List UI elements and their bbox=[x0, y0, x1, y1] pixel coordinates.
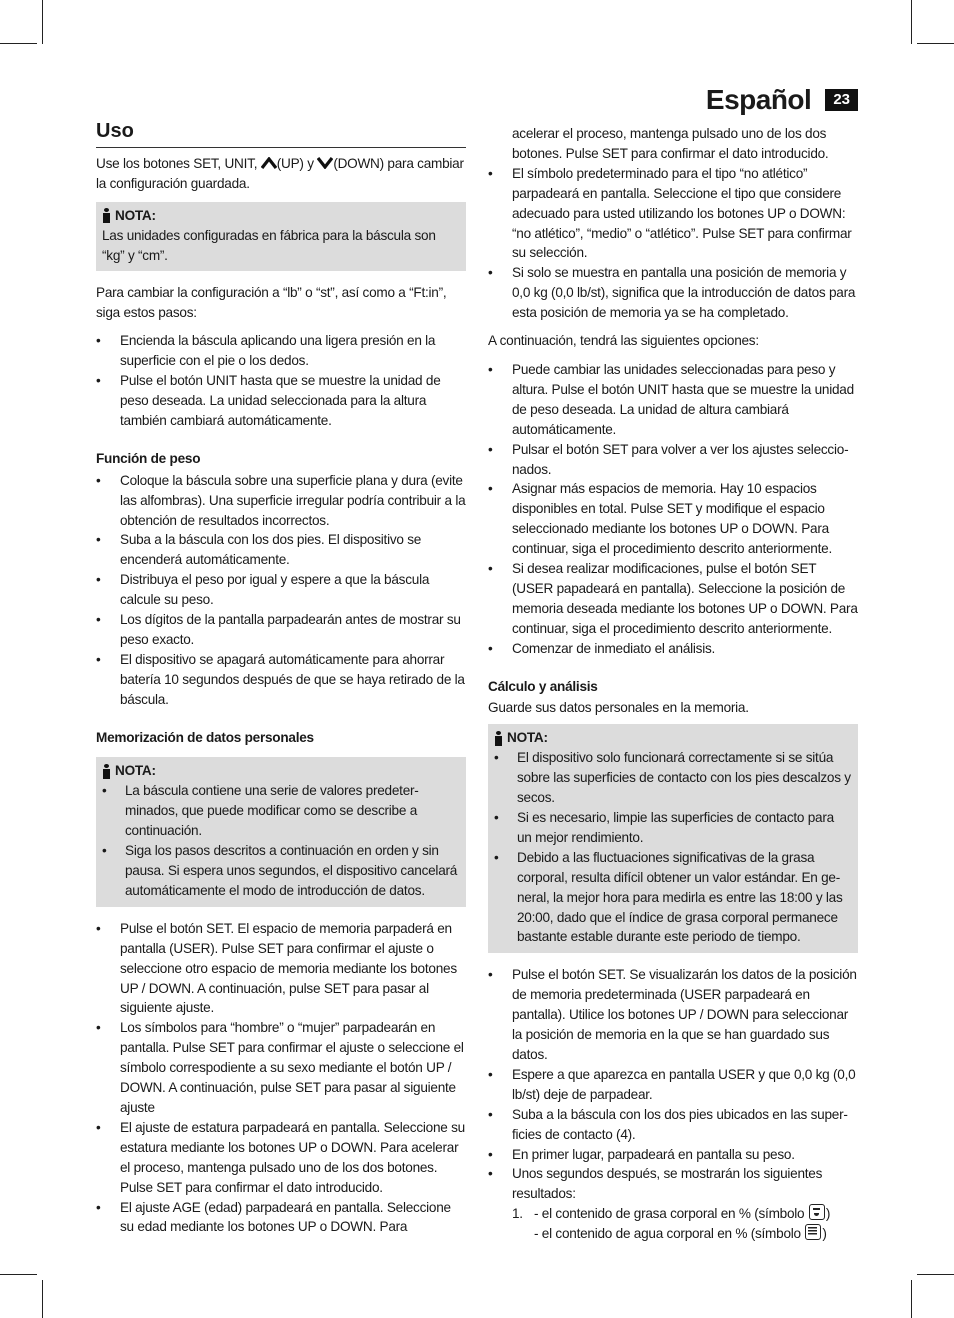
list-item: • Distribuya el peso por igual y espere a que la báscula calcule su peso. bbox=[96, 570, 466, 610]
list-item: • Asignar más espacios de memoria. Hay 10 espacios disponibles en total. Pulse SET y modifique el espacio seleccionado mediante los botones UP o DOWN. Para continuar, siga el procedimiento descrito anteriormente. bbox=[488, 479, 858, 559]
item-number: 1. bbox=[512, 1206, 523, 1222]
language-title: Español bbox=[705, 84, 812, 115]
list-item: • Debido a las fluctuaciones significativas de la grasa corporal, resulta difícil obtener un valor estándar. En general, la mejor hora para medirla es entre las 18:00 y las 20:00, dado que el índice de grasa corporal permanece bastante estable durante este periodo de tiempo. bbox=[494, 848, 852, 948]
crop-mark bbox=[42, 0, 43, 44]
info-icon bbox=[102, 764, 111, 779]
section-title: Uso bbox=[96, 122, 466, 148]
list-item: • Suba a la báscula con los dos pies. El dispositivo se encenderá automáticamente. bbox=[96, 530, 466, 570]
options-paragraph: A continuación, tendrá las siguientes opciones: bbox=[488, 333, 759, 349]
subsection-title: Memorización de datos personales bbox=[96, 729, 314, 745]
list-item: • La báscula contiene una serie de valores predeterminados, que puede modificar como se describe a continuación. bbox=[102, 781, 460, 841]
list-item: • Espere a que aparezca en pantalla USER y que 0,0 kg (0,0 lb/st) deje de parpadear. bbox=[488, 1065, 858, 1105]
list-item: • Los dígitos de la pantalla parpadearán antes de mostrar su peso exacto. bbox=[96, 610, 466, 650]
list-item: • Los símbolos para “hombre” o “mujer” parpadearán en pantalla. Pulse SET para confirmar el ajuste o seleccione el símbolo correspodiente a su sexo mediante el botón UP / DOWN. A continuación, pulse SET para pasar al siguiente ajuste bbox=[96, 1018, 466, 1118]
list-item: • En primer lugar, parpadeará en pantalla su peso. bbox=[488, 1145, 858, 1165]
results-list bbox=[488, 1204, 858, 1244]
crop-mark bbox=[911, 0, 912, 44]
calc-paragraph: Guarde sus datos personales en la memoria. bbox=[488, 700, 749, 716]
list-item: • Pulsar el botón SET para volver a ver los ajustes seleccionados. bbox=[488, 440, 858, 480]
change-list bbox=[96, 331, 466, 431]
crop-mark bbox=[0, 1274, 37, 1275]
list-item: • Pulse el botón UNIT hasta que se muestre la unidad de peso deseada. La unidad seleccionada para la altura también cambiará automáticamente. bbox=[96, 371, 466, 431]
subsection-title: Función de peso bbox=[96, 450, 201, 466]
list-item: • Suba a la báscula con los dos pies ubicados en las superficies de contacto (4). bbox=[488, 1105, 858, 1145]
crop-mark bbox=[917, 43, 954, 44]
type-list bbox=[488, 164, 858, 323]
list-item: • El dispositivo se apagará automáticamente para ahorrar batería 10 segundos después de que se haya retirado de la báscula. bbox=[96, 650, 466, 710]
info-icon bbox=[102, 208, 111, 223]
list-item: • El ajuste de estatura parpadeará en pantalla. Seleccione su estatura mediante los botones UP o DOWN. Para acelerar el proceso, mantenga pulsado uno de los dos botones. Pulse SET para confirmar el dato introducido. bbox=[96, 1118, 466, 1198]
subsection-title: Cálculo y análisis bbox=[488, 678, 598, 694]
list-item: • Si desea realizar modificaciones, pulse el botón SET (USER papadeará en pantalla). Seleccione la posición de memoria deseada mediante los botones UP o DOWN. Para continuar, siga el procedimiento descrito anteriormente. bbox=[488, 559, 858, 639]
continuation-text: acelerar el proceso, mantenga pulsado uno de los dos botones. Pulse SET para confirmar el dato introducido. bbox=[512, 126, 829, 161]
list-item: • Pulse el botón SET. El espacio de memoria parpaderá en pantalla (USER). Pulse SET para confirmar el ajuste o seleccione otro espacio de memoria mediante los botones UP / DOWN. A continuación, pulse SET para pasar al siguiente ajuste. bbox=[96, 919, 466, 1019]
list-item: • Si es necesario, limpie las superficies de contacto para un mejor rendimiento. bbox=[494, 808, 852, 848]
note-label: NOTA: bbox=[115, 763, 156, 779]
info-icon bbox=[494, 731, 503, 746]
note-text: Las unidades configuradas en fábrica para la báscula son “kg” y “cm”. bbox=[102, 227, 436, 263]
list-item: • Comenzar de inmediato el análisis. bbox=[488, 639, 858, 659]
page-header bbox=[706, 84, 858, 116]
list-item: • El ajuste AGE (edad) parpadeará en pantalla. Seleccione su edad mediante los botones UP o DOWN. Para bbox=[96, 1198, 466, 1238]
options-list bbox=[488, 360, 858, 659]
body-fat-icon bbox=[809, 1204, 825, 1220]
crop-mark bbox=[917, 1274, 954, 1275]
crop-mark bbox=[911, 1280, 912, 1318]
note-box bbox=[96, 202, 466, 272]
up-arrow-icon bbox=[261, 157, 277, 169]
note-box bbox=[96, 757, 466, 906]
intro-paragraph: Use los botones SET, UNIT, (UP) y (DOWN) para cambiar la configuración guardada. bbox=[96, 155, 464, 191]
list-item: • Puede cambiar las unidades seleccionadas para peso y altura. Pulse el botón UNIT hasta que se muestre la unidad de peso deseada. La unidad de altura cambiará automáticamente. bbox=[488, 360, 858, 440]
crop-mark bbox=[0, 43, 37, 44]
note-label: NOTA: bbox=[115, 207, 156, 223]
right-column bbox=[488, 124, 858, 1244]
crop-mark bbox=[42, 1280, 43, 1318]
note-box bbox=[488, 724, 858, 953]
left-column bbox=[96, 122, 466, 1243]
note-label: NOTA: bbox=[507, 730, 548, 746]
page-number: 23 bbox=[825, 89, 858, 111]
list-item: • Encienda la báscula aplicando una ligera presión en la superficie con el pie o los dedos. bbox=[96, 331, 466, 371]
list-item: • Unos segundos después, se mostrarán los siguientes resultados: bbox=[488, 1164, 858, 1204]
list-item: • Siga los pasos descritos a continuación en orden y sin pausa. Si espera unos segundos, el dispositivo cancelará automáticamente el modo de introducción de datos. bbox=[102, 841, 460, 901]
memo-list bbox=[96, 919, 466, 1238]
list-item: • Coloque la báscula sobre una superficie plana y dura (evite las alfombras). Una superficie irregular podría contribuir a la obtención de resultados incorrectos. bbox=[96, 471, 466, 531]
change-paragraph: Para cambiar la configuración a “lb” o “st”, así como a “Ft:in”, siga estos pasos: bbox=[96, 285, 447, 321]
list-item: • Pulse el botón SET. Se visualizarán los datos de la posición de memoria predeterminada (USER parpadeará en pantalla). Utilice los botones UP / DOWN para seleccionar la posición de memoria en la que se han guardado sus datos. bbox=[488, 965, 858, 1065]
list-item: • El dispositivo solo funcionará correctamente si se sitúa sobre las superficies de contacto con los pies descalzos y secos. bbox=[494, 748, 852, 808]
list-item: • El símbolo predeterminado para el tipo “no atlético” parpadeará en pantalla. Seleccione el tipo que considere adecuado para usted utilizando los botones UP o DOWN: “no atlético”, “medio” o “atlético”. Pulse SET para confirmar su selección. bbox=[488, 164, 858, 264]
body-water-icon bbox=[805, 1224, 821, 1240]
down-arrow-icon bbox=[317, 157, 333, 169]
results-item: 1. - el contenido de grasa corporal en % (símbolo ) - el contenido de agua corporal en % (símbolo ) bbox=[512, 1206, 831, 1242]
list-item: • Si solo se muestra en pantalla una posición de memoria y 0,0 kg (0,0 lb/st), significa que la introducción de datos para esta posición de memoria ya se ha completado. bbox=[488, 263, 858, 323]
calc-list bbox=[488, 965, 858, 1204]
weight-list bbox=[96, 471, 466, 710]
